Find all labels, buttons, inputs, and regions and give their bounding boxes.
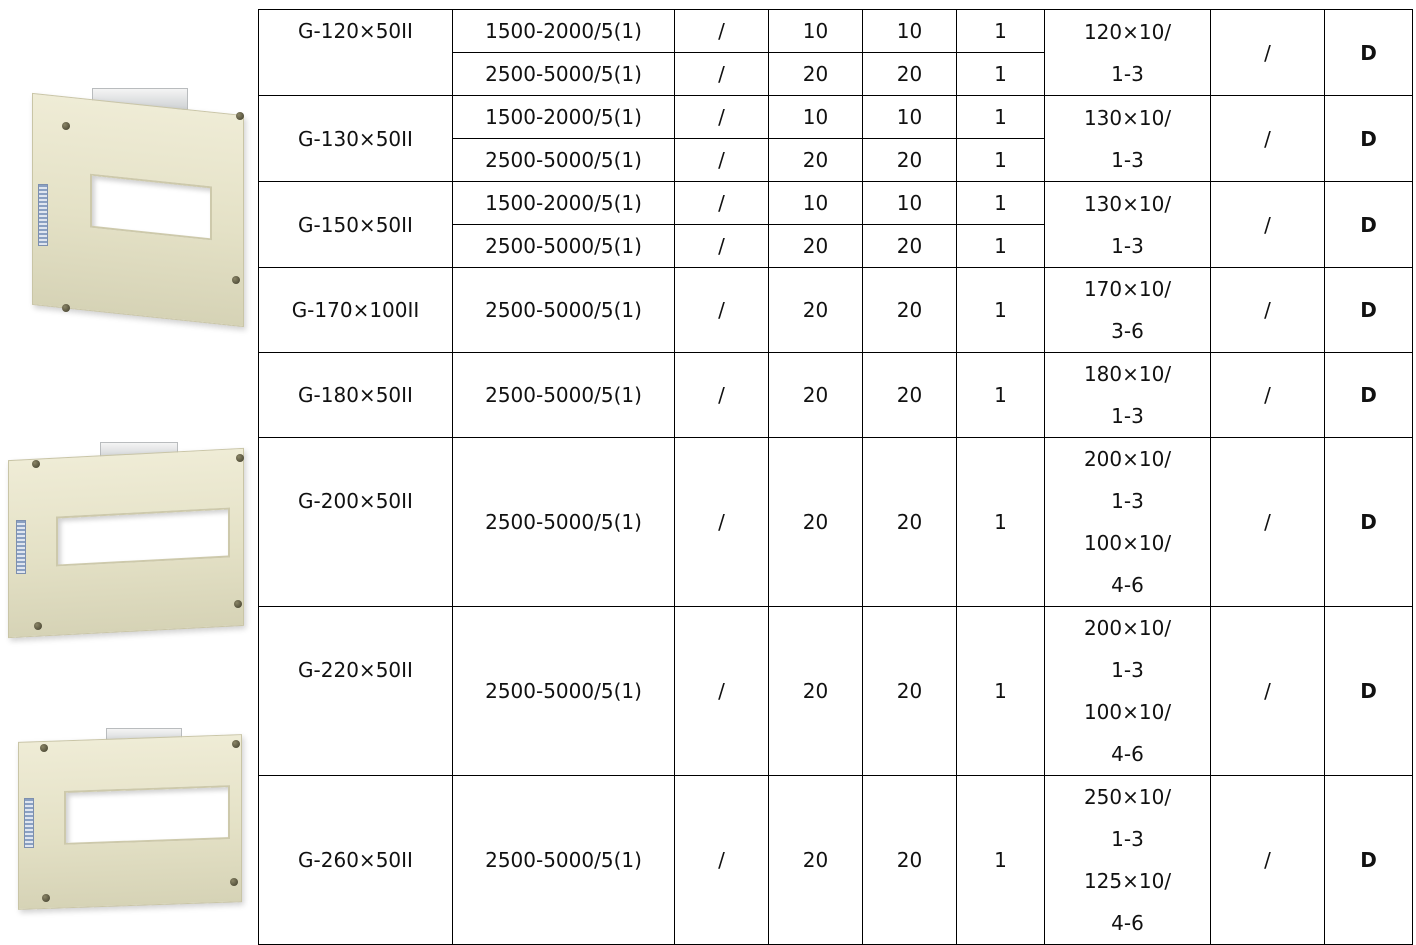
cell: 1 xyxy=(957,139,1045,182)
cell: 1 xyxy=(957,225,1045,268)
model-cell: G-200×50II xyxy=(259,438,453,607)
ratio-cell: 2500-5000/5(1) xyxy=(453,353,675,438)
busbar-cell: 180×10/ 1-3 xyxy=(1045,353,1211,438)
cell: / xyxy=(1211,776,1325,945)
cell: 20 xyxy=(769,776,863,945)
cell: / xyxy=(1211,268,1325,353)
screw-icon xyxy=(234,600,242,608)
screw-icon xyxy=(236,112,244,120)
cell: 20 xyxy=(769,139,863,182)
cell: 1 xyxy=(957,776,1045,945)
cell: 10 xyxy=(769,10,863,53)
cell: / xyxy=(1211,353,1325,438)
cell: 1 xyxy=(957,353,1045,438)
cell: 20 xyxy=(863,438,957,607)
model-cell: G-150×50II xyxy=(259,182,453,268)
cell: 1 xyxy=(957,438,1045,607)
model-cell: G-120×50II xyxy=(259,10,453,96)
screw-icon xyxy=(32,460,40,468)
model-cell: G-260×50II xyxy=(259,776,453,945)
cell: D xyxy=(1325,607,1413,776)
cell: 10 xyxy=(863,10,957,53)
cell: D xyxy=(1325,353,1413,438)
cell: 1 xyxy=(957,268,1045,353)
cell: / xyxy=(1211,10,1325,96)
screw-icon xyxy=(232,740,240,748)
cell: 20 xyxy=(769,268,863,353)
cell: / xyxy=(675,776,769,945)
busbar-cell: 130×10/ 1-3 xyxy=(1045,96,1211,182)
cell: / xyxy=(675,607,769,776)
busbar-cell: 120×10/ 1-3 xyxy=(1045,10,1211,96)
table-row xyxy=(259,353,1413,438)
cell: 20 xyxy=(863,53,957,96)
cell: / xyxy=(675,438,769,607)
table-row xyxy=(259,607,1413,776)
nameplate-label xyxy=(38,184,48,246)
model-cell: G-180×50II xyxy=(259,353,453,438)
nameplate-label xyxy=(24,798,34,848)
model-cell: G-220×50II xyxy=(259,607,453,776)
product-photo-3 xyxy=(18,726,244,910)
ratio-cell: 2500-5000/5(1) xyxy=(453,268,675,353)
cell: 20 xyxy=(769,607,863,776)
cell: / xyxy=(675,10,769,53)
product-photo-2 xyxy=(8,440,246,640)
cell: D xyxy=(1325,776,1413,945)
screw-icon xyxy=(232,276,240,284)
ratio-cell: 2500-5000/5(1) xyxy=(453,607,675,776)
ratio-cell: 2500-5000/5(1) xyxy=(453,438,675,607)
cell: 20 xyxy=(769,353,863,438)
cell: 20 xyxy=(769,53,863,96)
ratio-cell: 2500-5000/5(1) xyxy=(453,139,675,182)
busbar-cell: 200×10/ 1-3 100×10/ 4-6 xyxy=(1045,438,1211,607)
cell: / xyxy=(1211,182,1325,268)
cell: 20 xyxy=(863,776,957,945)
cell: 1 xyxy=(957,53,1045,96)
cell: 1 xyxy=(957,10,1045,53)
cell: 20 xyxy=(769,438,863,607)
spec-table xyxy=(258,9,1413,945)
ratio-cell: 1500-2000/5(1) xyxy=(453,10,675,53)
ratio-cell: 1500-2000/5(1) xyxy=(453,182,675,225)
transformer-window xyxy=(56,507,230,566)
cell: / xyxy=(675,53,769,96)
table-row xyxy=(259,10,1413,53)
model-cell: G-170×100II xyxy=(259,268,453,353)
table-row xyxy=(259,96,1413,139)
ratio-cell: 2500-5000/5(1) xyxy=(453,225,675,268)
cell: D xyxy=(1325,10,1413,96)
product-photo-1 xyxy=(28,86,246,326)
screw-icon xyxy=(236,454,244,462)
cell: 1 xyxy=(957,607,1045,776)
cell: 20 xyxy=(769,225,863,268)
screw-icon xyxy=(230,878,238,886)
cell: / xyxy=(1211,96,1325,182)
cell: D xyxy=(1325,438,1413,607)
cell: D xyxy=(1325,96,1413,182)
cell: 1 xyxy=(957,182,1045,225)
cell: 20 xyxy=(863,225,957,268)
screw-icon xyxy=(62,122,70,130)
cell: / xyxy=(675,353,769,438)
busbar-cell: 170×10/ 3-6 xyxy=(1045,268,1211,353)
busbar-cell: 200×10/ 1-3 100×10/ 4-6 xyxy=(1045,607,1211,776)
cell: / xyxy=(675,96,769,139)
busbar-cell: 130×10/ 1-3 xyxy=(1045,182,1211,268)
screw-icon xyxy=(42,894,50,902)
busbar-cell: 250×10/ 1-3 125×10/ 4-6 xyxy=(1045,776,1211,945)
cell: / xyxy=(675,225,769,268)
cell: / xyxy=(1211,607,1325,776)
screw-icon xyxy=(34,622,42,630)
cell: 20 xyxy=(863,353,957,438)
screw-icon xyxy=(40,744,48,752)
cell: / xyxy=(1211,438,1325,607)
cell: 10 xyxy=(863,96,957,139)
cell: / xyxy=(675,139,769,182)
cell: 1 xyxy=(957,96,1045,139)
cell: 10 xyxy=(769,182,863,225)
cell: D xyxy=(1325,182,1413,268)
table-row xyxy=(259,776,1413,945)
cell: 10 xyxy=(769,96,863,139)
cell: 20 xyxy=(863,268,957,353)
ratio-cell: 2500-5000/5(1) xyxy=(453,53,675,96)
cell: / xyxy=(675,182,769,225)
nameplate-label xyxy=(16,520,26,574)
cell: / xyxy=(675,268,769,353)
table-row xyxy=(259,438,1413,607)
screw-icon xyxy=(62,304,70,312)
ratio-cell: 2500-5000/5(1) xyxy=(453,776,675,945)
table-row xyxy=(259,268,1413,353)
model-cell: G-130×50II xyxy=(259,96,453,182)
cell: 10 xyxy=(863,182,957,225)
cell: D xyxy=(1325,268,1413,353)
table-row xyxy=(259,182,1413,225)
ratio-cell: 1500-2000/5(1) xyxy=(453,96,675,139)
transformer-window xyxy=(64,785,230,845)
cell: 20 xyxy=(863,139,957,182)
cell: 20 xyxy=(863,607,957,776)
